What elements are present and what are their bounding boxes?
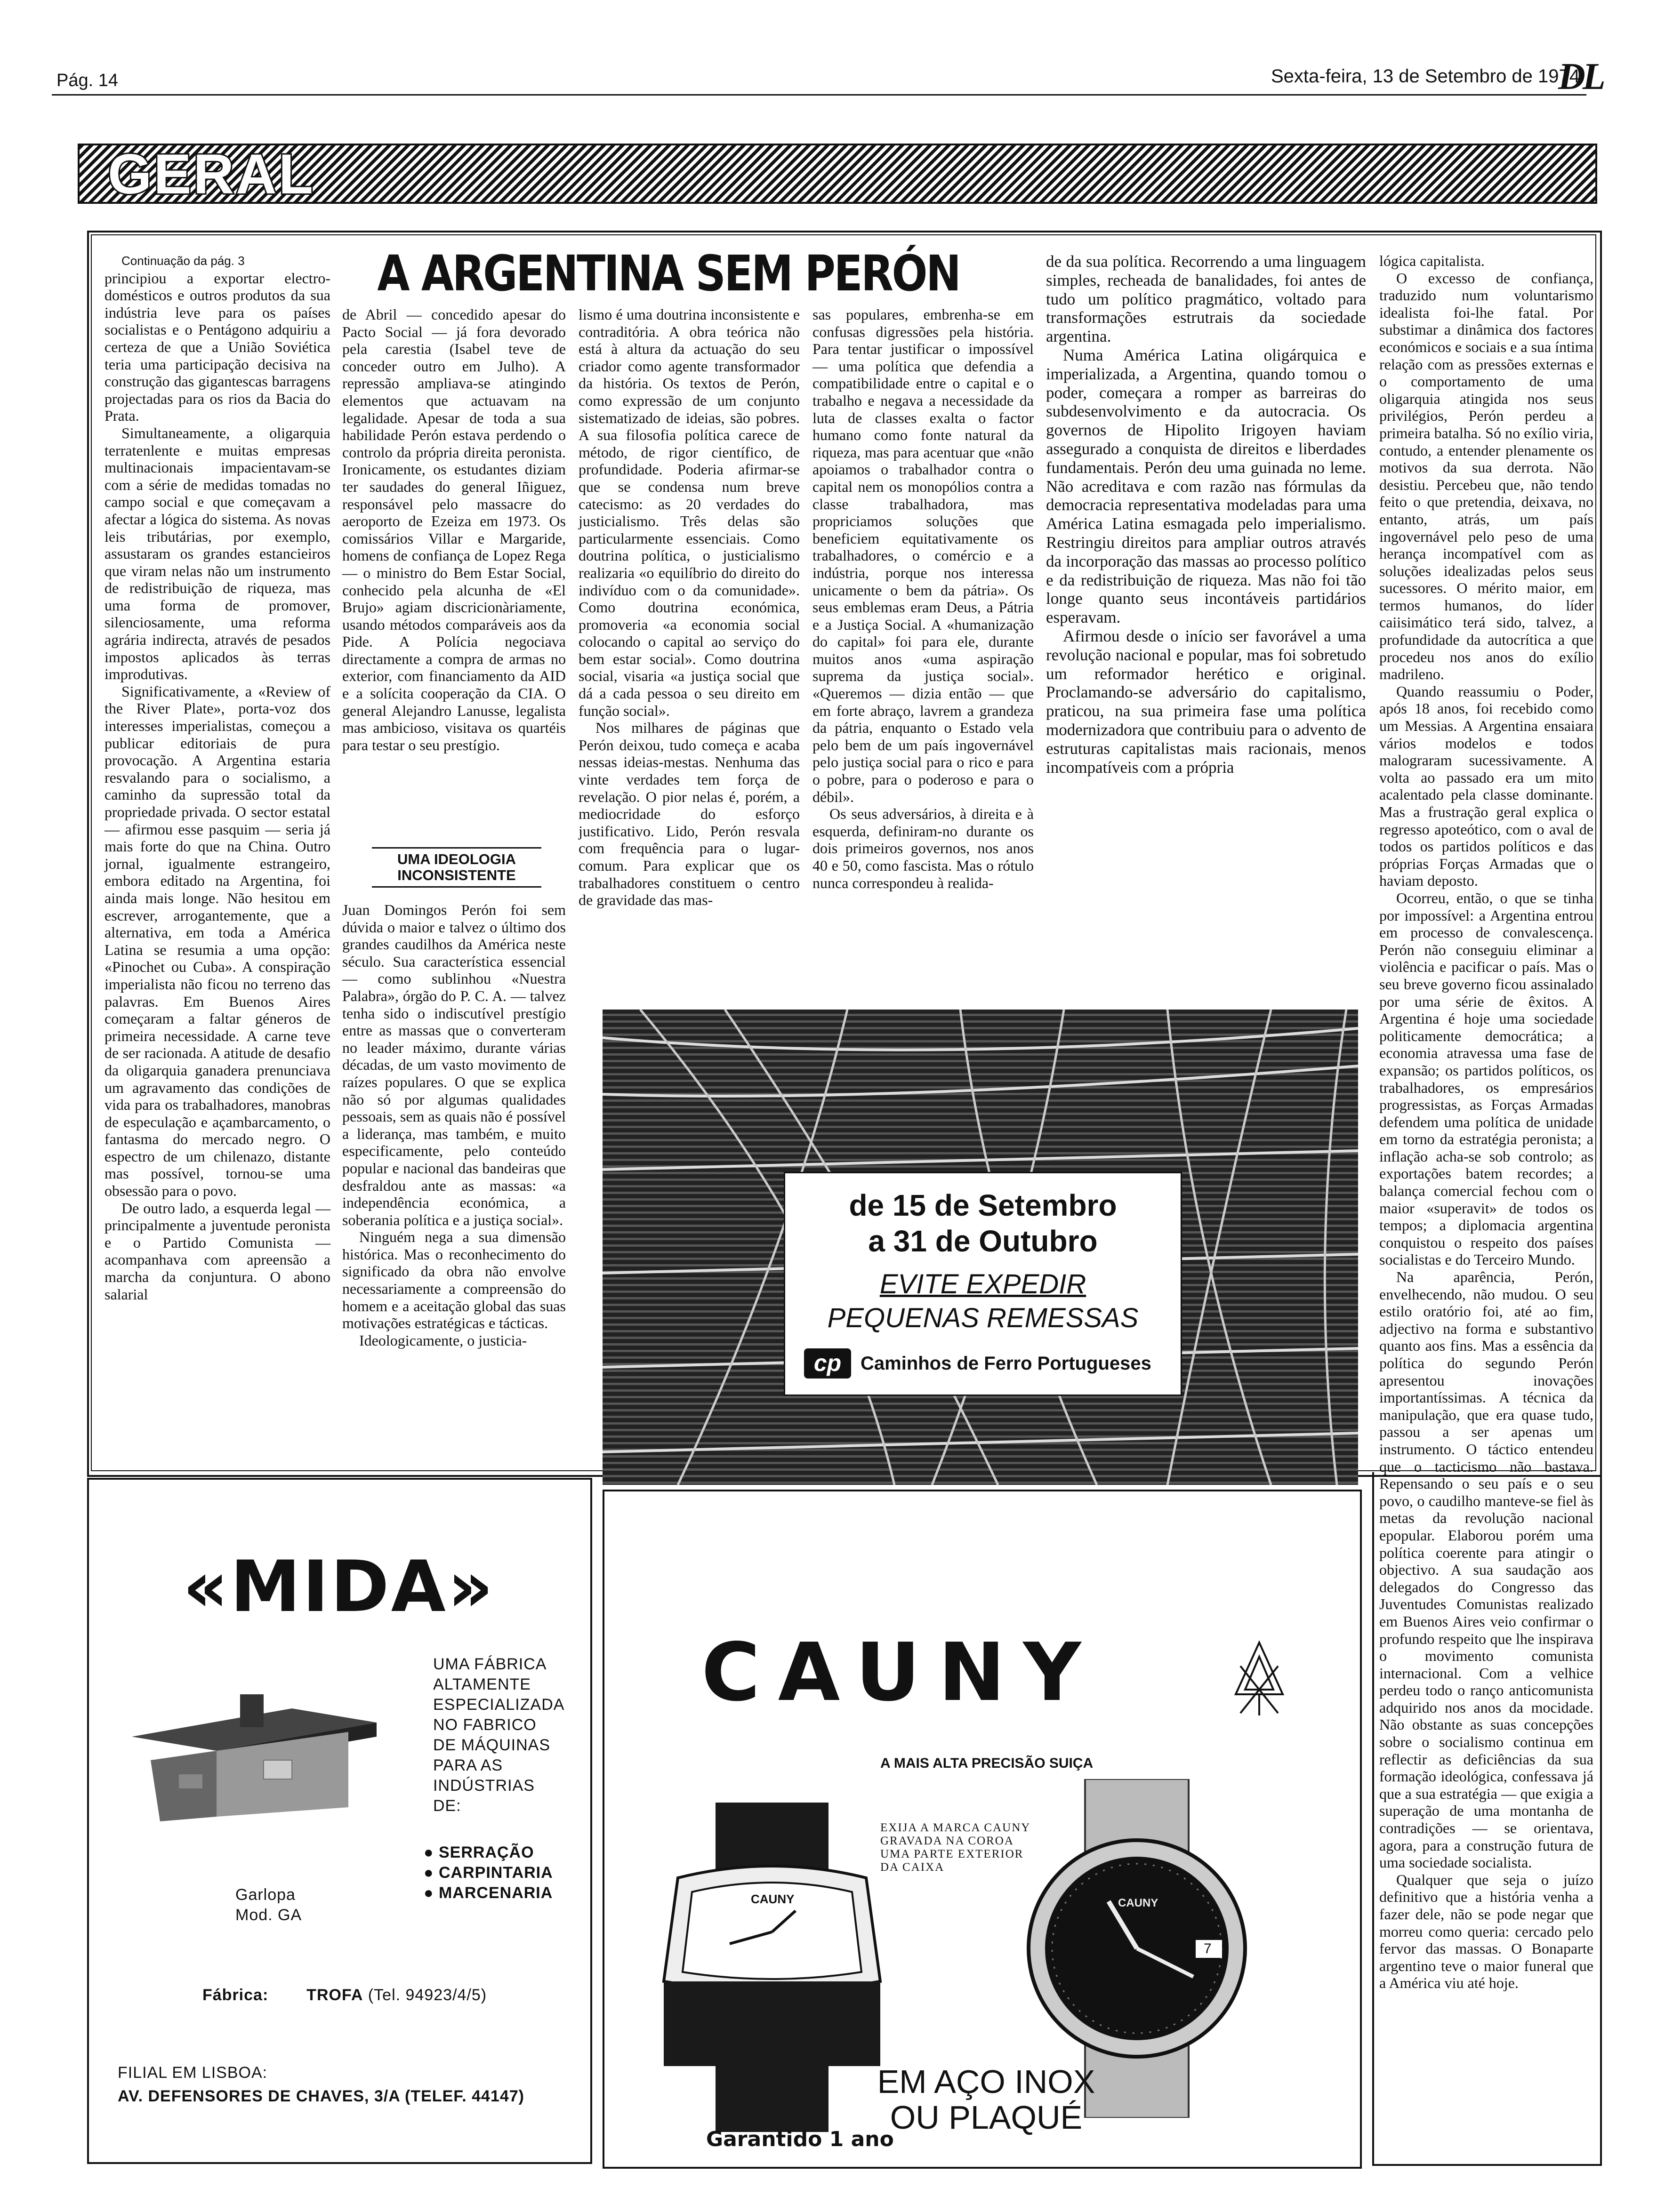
- cp-ad-brand: Caminhos de Ferro Portugueses: [861, 1353, 1151, 1374]
- article-paragraph: principiou a exportar electro-domésticos e outros produtos da sua indústria leve para os países socialistas e o Pentágono adquiriu a certeza de que a União Soviética teria uma participação decisiva na construção das gigantescas barragens projectadas para os rios da Bacia do Prata.: [105, 269, 330, 425]
- cauny-note-line: GRAVADA NA COROA: [880, 1835, 1014, 1847]
- mida-industry: MARCENARIA: [438, 1884, 553, 1902]
- mida-industry: CARPINTARIA: [438, 1864, 553, 1882]
- article-column-2a: [342, 306, 566, 753]
- mida-desc-line: DE MÁQUINAS: [433, 1736, 551, 1754]
- article-paragraph: de Abril — concedido apesar do Pacto Social — já fora devorado pela carestia (Isabel teve de conceder outro em Julho). A repressão ampliava-se atingindo elementos que actuavam na legalidade. Apesar de toda a sua habilidade Perón estava perdendo o controlo da própria direita peronista. Ironicamente, os estudantes diziam ter saudades do general Iñiguez, responsável pelo massacre do aeroporto de Ezeiza em 1973. Os comissários Villar e Margaride, homens de confiança de Lopez Rega — o ministro do Bem Estar Social, conhecido pela alcunha de «El Brujo» agiam discricionàriamente, usando métodos comparáveis aos da Pide. A Polícia negociava directamente a compra de armas no exterior, com financiamento da AID e a solícita cooperação da CIA. O general Alejandro Lanusse, legalista mas ambicioso, visitava os quartéis para testar o seu prestígio.: [342, 306, 566, 753]
- article-column-5: [1046, 252, 1366, 777]
- cauny-guarantee: Garantido 1 ano: [706, 2127, 894, 2151]
- article-paragraph: Juan Domingos Perón foi sem dúvida o maior e talvez o último dos grandes caudilhos da América neste século. Sua característica essencial — como sublinhou «Nuestra Palabra», órgão do P. C. A. — talvez tenha sido o indiscutível prestígio entre as massas que o converteram no leader máximo, durante várias décadas, de um vasto movimento de raízes populares. O que se explica não só por algumas qualidades pessoais, sem as quais não é possível a liderança, mas também, e muito especificamente, pelo conteúdo popular e nacional das bandeiras que desfraldou ante as massas: «a independência económica, a soberania política e a justiça social».: [342, 901, 566, 1228]
- mida-desc-line: UMA FÁBRICA: [433, 1655, 547, 1673]
- article-subhead: UMA IDEOLOGIA INCONSISTENTE: [372, 847, 541, 888]
- cauny-watch-square: [659, 1803, 885, 2132]
- mida-factory-value: TROFA: [306, 1986, 363, 2004]
- article-paragraph: Na aparência, Perón, envelhecendo, não mudou. O seu estilo oratório foi, até ao fim, adjectivo na forma e substantivo quanto aos fins. Mas a essência da política do segundo Perón apresentou inovações importantíssimas. A técnica da manipulação, que era quase tudo, passou a ser apenas um instrumento. O táctico entendeu que o tacticismo não bastava. Repensando o seu país e o seu povo, o caudilho manteve-se fiel às metas da revolução nacional epopular. Elaborou porém uma política coerente para atingir o objectivo. A sua saudação aos delegados do Congresso das Juventudes Comunistas realizado em Buenos Aires veio confirmar o profundo respeito que lhe inspirava o movimento comunista internacional. Com a velhice perdeu todo o ranço anticomunista adquirido nos anos da mocidade. Não obstante as suas concepções sobre o socialismo continua em reflectir as deficiências da sua formação ideológica, confessava já que a sua estratégia — que exigia a superação de uma montanha de contradições — se orientava, agora, para a construção futura de uma sociedade socialista.: [1379, 1268, 1593, 1871]
- cp-ad-card: [784, 1172, 1182, 1396]
- article-paragraph: Ideologicamente, o justicia-: [359, 1331, 527, 1349]
- cauny-material-1: EM AÇO INOX: [877, 2063, 1095, 2100]
- mida-caption-2: Mod. GA: [235, 1906, 302, 1924]
- article-paragraph: lógica capitalista.: [1379, 252, 1485, 269]
- mida-branch-address: AV. DEFENSORES DE CHAVES, 3/A (TELEF. 44147): [118, 2087, 525, 2105]
- article-paragraph: O excesso de confiança, traduzido num voluntarismo idealista foi-lhe fatal. Por substimar a dinâmica dos factores económicos e sociais e a sua íntima relação com as pressões externas e o comportamento de uma oligarquia atingida nos seus privilégios, Perón perdeu a primeira batalha. Só no exílio viria, contudo, a entender plenamente os motivos da sua derrota. Não desistiu. Percebeu que, não tendo feito o que pretendia, deixava, no entanto, atrás, um país ingovernável pelo peso de uma herança incompatível com as soluções idealizadas pelos seus sucessores. O mérito maior, em termos humanos, do líder caiisimático terá sido, talvez, a profundidade da autocrítica a que procedeu nos anos do exílio madrileno.: [1379, 269, 1593, 683]
- mida-factory: [202, 1985, 487, 2005]
- newspaper-logo: DL: [1558, 56, 1603, 97]
- cauny-note-line: UMA PARTE EXTERIOR: [880, 1848, 1024, 1860]
- watch-date-window: 7: [1204, 1941, 1212, 1956]
- cauny-note: [880, 1821, 1030, 1874]
- mida-desc-line: ALTAMENTE: [433, 1675, 531, 1693]
- article-paragraph: lismo é uma doutrina inconsistente e contraditória. A obra teórica não está à altura da actuação do seu criador como agente transformador da história. Os textos de Perón, como expressão de um conjunto sistematizado de ideias, são pobres. A sua filosofia política carece de método, de rigor científico, de profundidade. Poderia afirmar-se que se condensa num breve catecismo: as 20 verdades do justicialismo. Três delas são particularmente essenciais. Como doutrina política, o justicialismo realizaria «o equilíbrio do direito do indivíduo com o da comunidade». Como doutrina económica, promoveria «a economia social colocando o capital ao serviço do bem estar social». Como doutrina social, visaria «a justiça social que dá a cada pessoa o seu direito em função social».: [579, 306, 800, 719]
- cp-ad-line-3: EVITE EXPEDIR: [879, 1269, 1086, 1299]
- article-paragraph: Afirmou desde o início ser favorável a uma revolução nacional e popular, mas foi sobretudo um reformador herético e original. Proclamando-se adversário do capitalismo, praticou, na sua primeira fase uma política modernizadora que contribuiu para o advento de estruturas capitalistas mais racionais, menos incompatíveis com a própria: [1046, 626, 1366, 777]
- mida-branch-label: FILIAL EM LISBOA:: [118, 2064, 268, 2082]
- cp-ad-line-1: de 15 de Setembro: [849, 1188, 1117, 1222]
- cauny-material: [873, 2064, 1099, 2135]
- article-paragraph: Significativamente, a «Review of the River Plate», porta-voz dos interesses imperialistas, começou a publicar editoriais de pura provocação. A Argentina estaria resvalando para o socialismo, a caminho da supressão total da propriedade privada. O sector estatal — afirmou esse pasquim — seria já mais forte do que na China. Outro jornal, igualmente estrangeiro, embora editado na Argentina, foi ainda mais longe. Não hesitou em escrever, arrogantemente, que a alternativa, em toda a América Latina se resumia a uma opção: «Pinochet ou Cuba». A conspiração imperialista não ficou no terreno das palavras. Em Buenos Aires começaram a faltar géneros de primeira necessidade. A carne teve de ser racionada. A atitude de desafio da oligarquia ganadera prenunciava um agravamento das condições de vida para os trabalhadores, manobras de especulação e açambarcamento, o fantasma do mercado negro. O espectro de um chilenazo, distante mas possível, tornou-se uma obsessão para o povo.: [105, 682, 330, 1200]
- cp-ad-line-2: a 31 de Outubro: [868, 1224, 1098, 1258]
- article-paragraph: sas populares, embrenha-se em confusas digressões pela história. Para tentar justificar o impossível — uma política que defendia a compatibilidade entre o capital e o trabalho e negava a necessidade da luta de classes exalta o factor humano como fonte natural da riqueza, mas para acentuar que «não apoiamos o trabalhador contra o capital nem os monopólios contra a classe trabalhadora, mas propriciamos soluções que beneficiem equitativamente os trabalhadores, o comércio e a indústria, porque nos interessa unicamente o bem da pátria». Os seus emblemas eram Deus, a Pátria e a Justiça Social. A «humanização do capital» foi para ele, durante muitos anos «uma aspiração suprema da justiça social». «Queremos — dizia então — que em forte abraço, lavrem a grandeza da pátria, enquanto o Estado vela pelo bem de um país ingovernável pelo justiça social para o rico e para o pobre, para o poderoso e para o débil».: [812, 306, 1034, 805]
- article-paragraph: Ninguém nega a sua dimensão histórica. Mas o reconhecimento do significado da obra não envolve necessariamente a compreensão do homem e a aceitação global das suas motivações estratégicas e tácticas.: [342, 1228, 566, 1332]
- mida-desc-line: PARA AS: [433, 1756, 503, 1774]
- article-headline: A ARGENTINA SEM PERÓN: [377, 245, 960, 302]
- column-1-text: [105, 270, 330, 1303]
- cauny-emblem-icon: [1226, 1638, 1292, 1718]
- watch-dial-brand: CAUNY: [1118, 1897, 1158, 1909]
- article-paragraph: Nos milhares de páginas que Perón deixou, tudo começa e acaba nessas ideias-mestas. Nenhuma das vinte verdades tem força de revelação. O pior nelas é, porém, a mediocridade do esforço justificativo. Lido, Perón resvala com frequência para o lugar-comum. Para explicar que os trabalhadores constituem o centro de gravidade das mas-: [579, 719, 800, 909]
- article-column-4: [812, 306, 1034, 891]
- cauny-note-line: EXIJA A MARCA CAUNY: [880, 1821, 1031, 1834]
- column-2b-text: [342, 901, 566, 1349]
- mida-caption: [235, 1885, 302, 1925]
- watch-dial-brand: CAUNY: [751, 1892, 795, 1906]
- article-paragraph: De outro lado, a esquerda legal — principalmente a juventude peronista e o Partido Comunista — acompanhava com apreensão a marcha da conjuntura. O abono salarial: [105, 1199, 330, 1303]
- article-paragraph: Ocorreu, então, o que se tinha por impossível: a Argentina entrou em processo de convalescença. Perón não conseguiu eliminar a violência e pacificar o país. Mas o seu breve governo ficou assinalado por uma série de êxitos. A Argentina é hoje uma sociedade politicamente democrática; a economia atravessa uma fase de expansão; os partidos políticos, os trabalhadores, os empresários progressistas, as Forças Armadas defendem uma política de unidade em torno da estratégia peronista; a inflação acha-se sob controlo; as exportações batem recordes; a balança comercial fechou com o maior «superavit» de todos os tempos; a diplomacia argentina conquistou o respeito dos países socialistas e do Terceiro Mundo.: [1379, 889, 1593, 1268]
- cauny-material-2: OU PLAQUÉ: [890, 2099, 1083, 2136]
- column-6-frame-extension: [1372, 1472, 1602, 2166]
- mida-caption-1: Garlopa: [235, 1886, 296, 1904]
- article-paragraph: Quando reassumiu o Poder, após 18 anos, foi recebido como um Messias. A Argentina ensaiara vários modelos e todos malograram sucessivamente. A volta ao passado era um mito acalentado pela classe dominante. Mas a frustração geral explica o regresso apoteótico, com o aval de todos os partidos políticos e das próprias Forças Armadas que o haviam deposto.: [1379, 682, 1593, 890]
- column-2a-text: [342, 306, 566, 753]
- mida-industries: ● SERRAÇÃO ● CARPINTARIA ● MARCENARIA: [424, 1843, 553, 1902]
- cp-ad-line-4: PEQUENAS REMESSAS: [827, 1303, 1139, 1333]
- article-column-2b: [342, 901, 566, 1349]
- continuation-kicker: Continuação da pág. 3: [121, 254, 245, 268]
- page-number: Pág. 14: [56, 71, 118, 90]
- planer-machine-image: [122, 1694, 386, 1826]
- cauny-note-line: DA CAIXA: [880, 1861, 945, 1874]
- dateline: Sexta-feira, 13 de Setembro de 1974: [1271, 66, 1580, 87]
- column-5-text: [1046, 252, 1366, 777]
- cp-logo-icon: cp: [804, 1348, 851, 1378]
- article-paragraph: Simultaneamente, a oligarquia terratenlente e muitas empresas multinacionais impacientavam-se com a série de medidas tomadas no campo social e que começavam a afectar a lógica do sistema. As novas leis tributárias, por exemplo, assustaram os grandes estancieiros que viram nelas não um instrumento de redistribuição de riqueza, mas uma forma de promover, silenciosamente, uma reforma agrária indirecta, através de pesados impostos aplicados às terras improdutivas.: [105, 424, 330, 683]
- mida-desc-line: NO FABRICO: [433, 1716, 537, 1734]
- mida-factory-tel: (Tel. 94923/4/5): [368, 1986, 487, 2004]
- article-paragraph: Numa América Latina oligárquica e imperializada, a Argentina, quando tomou o poder, começara a romper as barreiras do subdesenvolvimento e da autocracia. Os governos de Hipolito Irigoyen haviam assegurado a conquista de direitos e liberdades fundamentais. Perón deu uma guinada no leme. Não acreditava e com razão nas fórmulas da democracia representativa modeladas para uma América Latina esmagada pelo imperialismo. Restringiu direitos para ampliar outros através da incorporação das massas ao processo político e da redistribuição de riqueza. Mas não foi tão longe quanto seus incontáveis partidários esperavam.: [1046, 345, 1366, 627]
- mida-description: [433, 1654, 564, 1816]
- mida-desc-line: DE:: [433, 1797, 461, 1815]
- article-column-3: [579, 306, 800, 909]
- mida-industry: SERRAÇÃO: [438, 1843, 534, 1861]
- article-paragraph: Qualquer que seja o juízo definitivo que a história venha a fazer dele, não se pode negar que morreu como queria: cercado pelo fervor das massas. O Bonaparte argentino teve o maior funeral que a América viu até hoje.: [1379, 1871, 1593, 1992]
- header-rule: [52, 94, 1586, 96]
- mida-factory-label: Fábrica:: [202, 1986, 269, 2004]
- section-banner: [78, 144, 1597, 204]
- column-4-text: [812, 306, 1034, 891]
- section-label: GERAL: [108, 143, 315, 206]
- article-paragraph: Os seus adversários, à direita e à esquerda, definiram-no durante os dois primeiros governos, nos anos 40 e 50, como fascista. Mas o rótulo nunca correspondeu à realida-: [812, 805, 1034, 891]
- cauny-tagline: A MAIS ALTA PRECISÃO SUIÇA: [880, 1755, 1094, 1771]
- mida-desc-line: ESPECIALIZADA: [433, 1696, 565, 1714]
- article-column-1: [105, 252, 330, 1303]
- mida-desc-line: INDÚSTRIAS: [433, 1777, 535, 1795]
- mida-title: «MIDA»: [183, 1546, 495, 1628]
- cauny-brand: CAUNY: [701, 1626, 1099, 1719]
- article-paragraph: de da sua política. Recorrendo a uma linguagem simples, recheada de banalidades, foi antes de tudo um político pragmático, voltado para transformações estrutrais da sociedade argentina.: [1046, 252, 1366, 346]
- column-3-text: [579, 306, 800, 909]
